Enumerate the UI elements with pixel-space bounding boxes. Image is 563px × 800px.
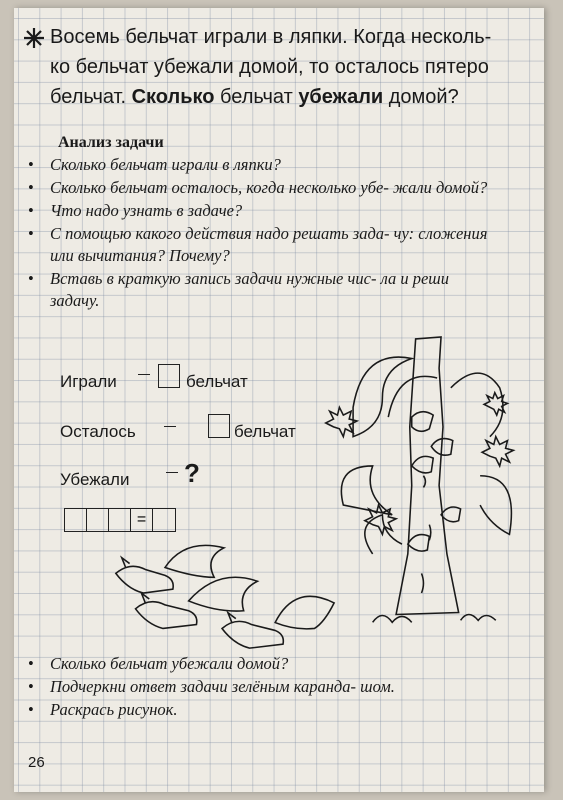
unit-left: бельчат [234, 422, 296, 441]
label-left: Осталось [60, 422, 136, 441]
question-item: • С помощью какого действия надо решать зада- чу: сложения или вычитания? Почему? [28, 223, 495, 267]
dash [138, 374, 150, 375]
solution-cell[interactable] [87, 509, 109, 531]
dash [166, 472, 178, 473]
problem-line-2: ко бельчат убежали домой, то осталось пятеро [50, 56, 489, 78]
problem-line-1: Восемь бельчат играли в ляпки. Когда несколь- [50, 26, 492, 48]
workbook-page [14, 8, 544, 792]
solution-cell[interactable] [109, 509, 131, 531]
question-item: • Сколько бельчат убежали домой? [28, 653, 508, 675]
question-item: • Сколько бельчат осталось, когда несколько убе- жали домой? [28, 177, 490, 199]
unit-played: бельчат [186, 372, 248, 391]
answer-box-played[interactable] [158, 364, 180, 388]
analysis-questions [28, 154, 508, 313]
bold-ran-away: убежали [298, 86, 384, 108]
question-item: • Вставь в краткую запись задачи нужные чис- ла и реши задачу. [28, 268, 490, 312]
label-ran: Убежали [60, 470, 130, 489]
task-questions [28, 653, 508, 722]
label-played: Играли [60, 372, 117, 391]
star-icon [22, 26, 46, 50]
question-item: • Что надо узнать в задаче? [28, 200, 508, 222]
running-squirrels-illustration [104, 538, 344, 656]
page-number: 26 [28, 754, 45, 771]
equals-sign: = [131, 509, 153, 531]
dash [164, 426, 176, 427]
problem-text [50, 22, 520, 112]
problem-line-3: бельчат. Сколько бельчат убежали домой? [50, 86, 459, 108]
question-item: • Раскрась рисунок. [28, 699, 508, 721]
tree-squirrels-illustration [314, 328, 529, 643]
question-item: • Сколько бельчат играли в ляпки? [28, 154, 508, 176]
question-item: • Подчеркни ответ задачи зелёным каранда- шом. [28, 676, 495, 698]
solution-cells [64, 508, 176, 532]
bold-how-many: Сколько [131, 86, 215, 108]
question-mark: ? [184, 458, 200, 488]
solution-cell[interactable] [153, 509, 175, 531]
analysis-title: Анализ задачи [58, 134, 164, 151]
answer-box-left[interactable] [208, 414, 230, 438]
solution-cell[interactable] [65, 509, 87, 531]
